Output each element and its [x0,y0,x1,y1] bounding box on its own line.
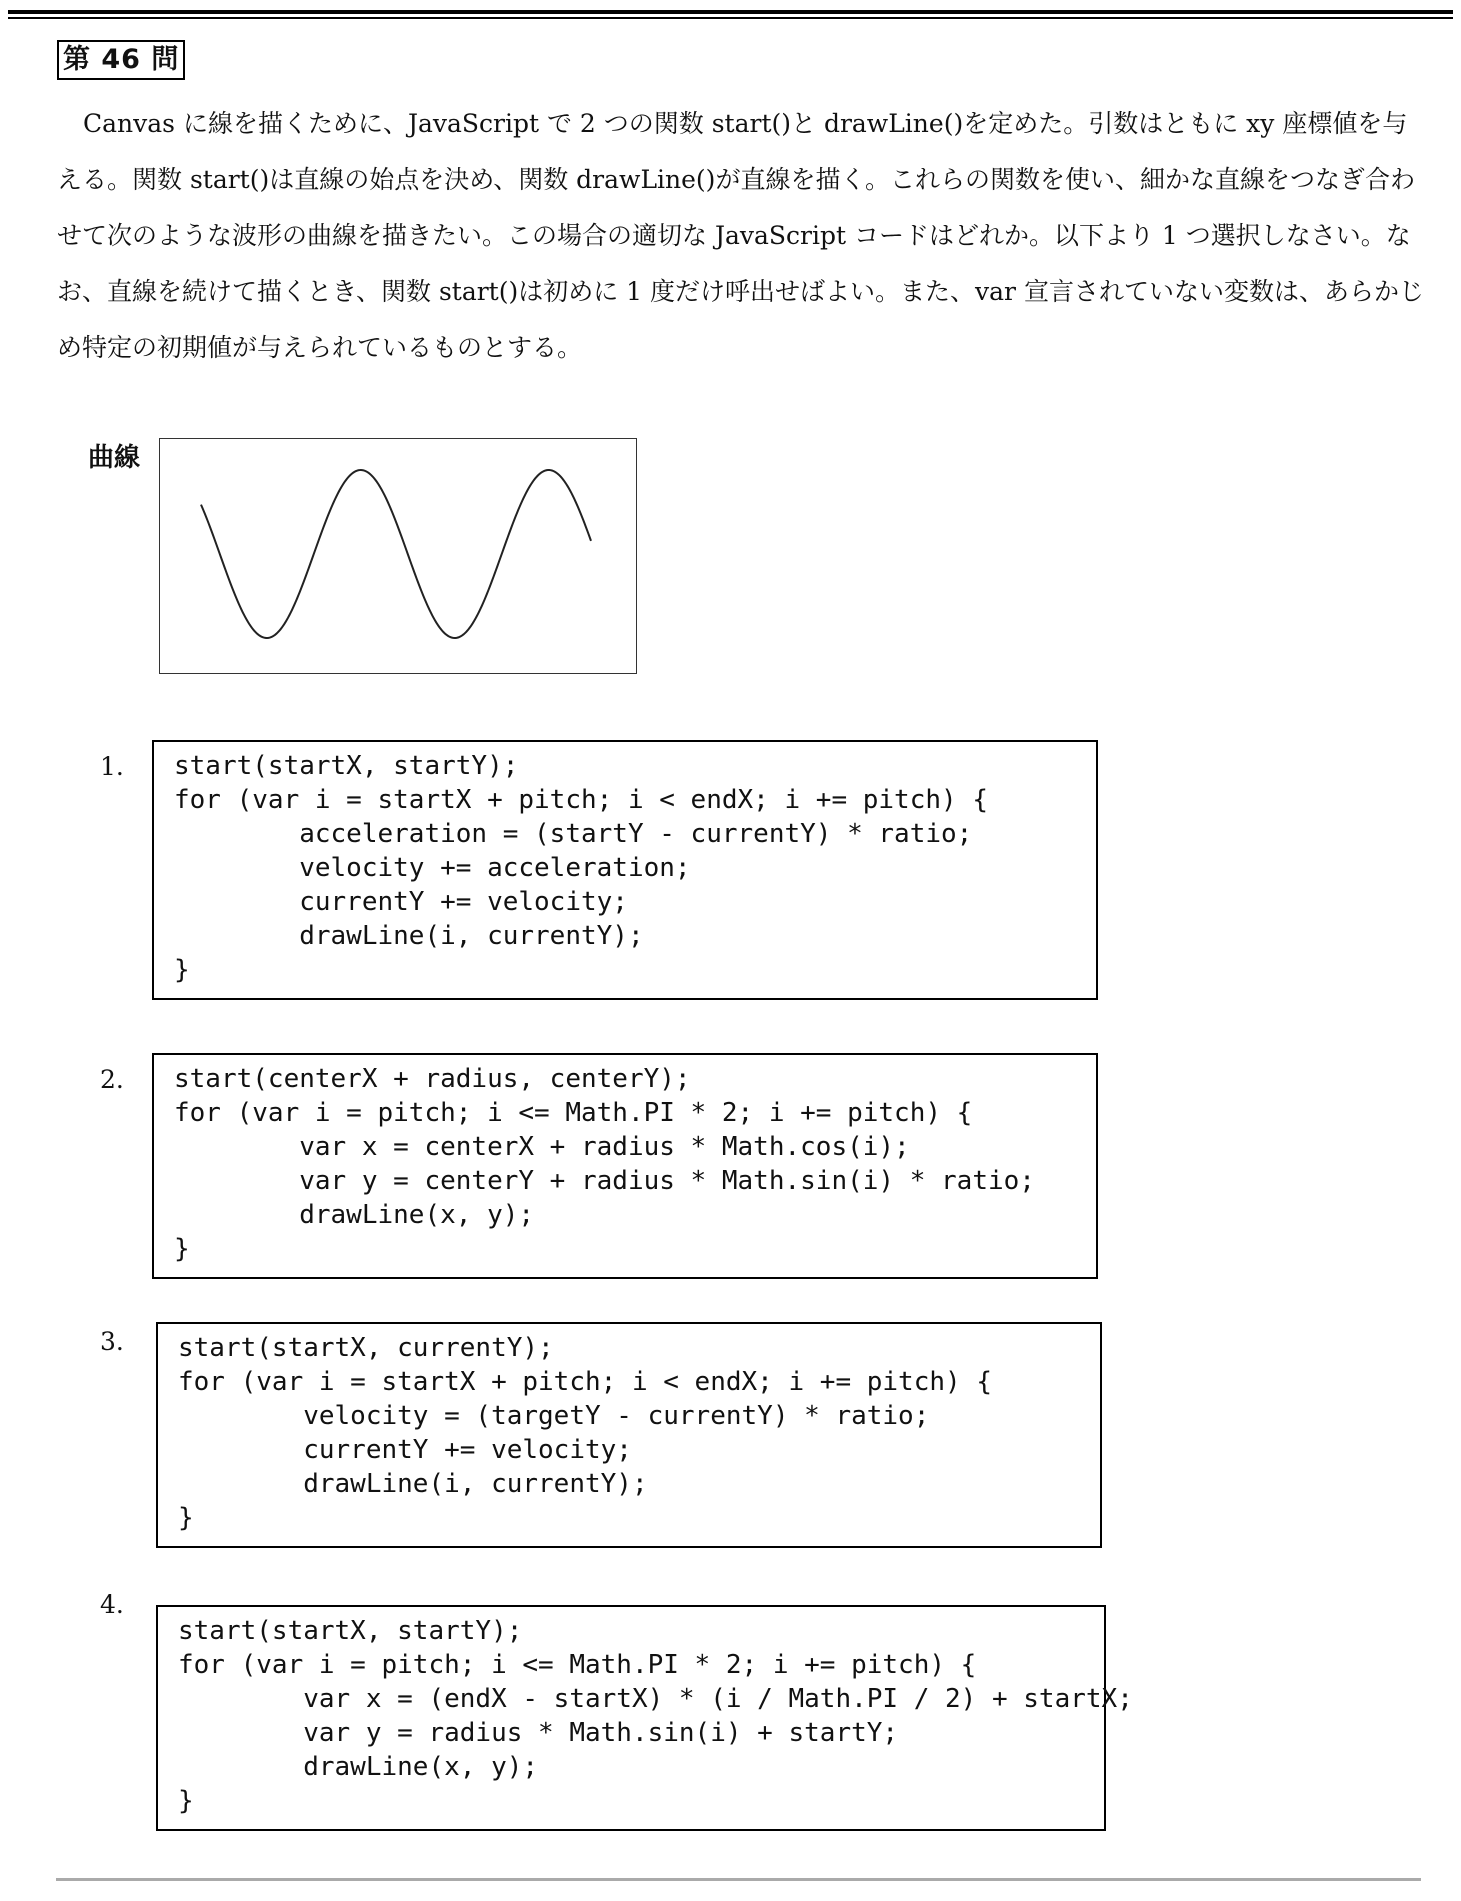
option-3-code: start(startX, currentY); for (var i = startX + pitch; i < endX; i += pitch) { velocity = (targetY - currentY) * ratio; currentY += velocity; drawLine(i, currentY); } [178,1333,992,1533]
option-2-code: start(centerX + radius, centerY); for (var i = pitch; i <= Math.PI * 2; i += pitch) { var x = centerX + radius * Math.cos(i); var y = centerY + radius * Math.sin(i) * ratio; drawLine(x, y); } [174,1064,1035,1264]
option-3-number: 3. [100,1327,124,1356]
option-4-number: 4. [100,1590,124,1619]
option-3-code-box[interactable] [156,1322,1102,1548]
waveform-curve [201,470,591,638]
bottom-rule [56,1878,1421,1881]
waveform-figure [159,438,637,674]
figure-label: 曲線 [88,443,141,473]
waveform-svg [160,439,635,672]
question-text: Canvas に線を描くために、JavaScript で 2 つの関数 start()と drawLine()を定めた。引数はともに xy 座標値を与える。関数 start()は直線の始点を決め、関数 drawLine()が直線を描く。これらの関数を使い、細かな直線をつなぎ合わせて次のような波形の曲線を描きたい。この場合の適切な JavaScript コードはどれか。以下より 1 つ選択しなさい。なお、直線を続けて描くとき、関数 start()は初めに 1 度だけ呼出せばよい。また、var 宣言されていない変数は、あらかじめ特定の初期値が与えられているものとする。 [57,109,1424,362]
option-1-number: 1. [100,752,124,781]
option-2-code-box[interactable] [152,1053,1098,1279]
question-number: 第 46 問 [57,40,185,80]
option-1-code: start(startX, startY); for (var i = startX + pitch; i < endX; i += pitch) { acceleration = (startY - currentY) * ratio; velocity += acceleration; currentY += velocity; drawLine(i, currentY); } [174,751,988,985]
option-4-code-box[interactable] [156,1605,1133,1831]
option-4-code: start(startX, startY); for (var i = pitch; i <= Math.PI * 2; i += pitch) { var x = (endX - startX) * (i / Math.PI / 2) + startX; var y = radius * Math.sin(i) + startY; drawLine(x, y); } [178,1616,1133,1816]
option-2-number: 2. [100,1065,124,1094]
option-1-code-box[interactable] [152,740,1098,1000]
top-rule [8,10,1453,19]
